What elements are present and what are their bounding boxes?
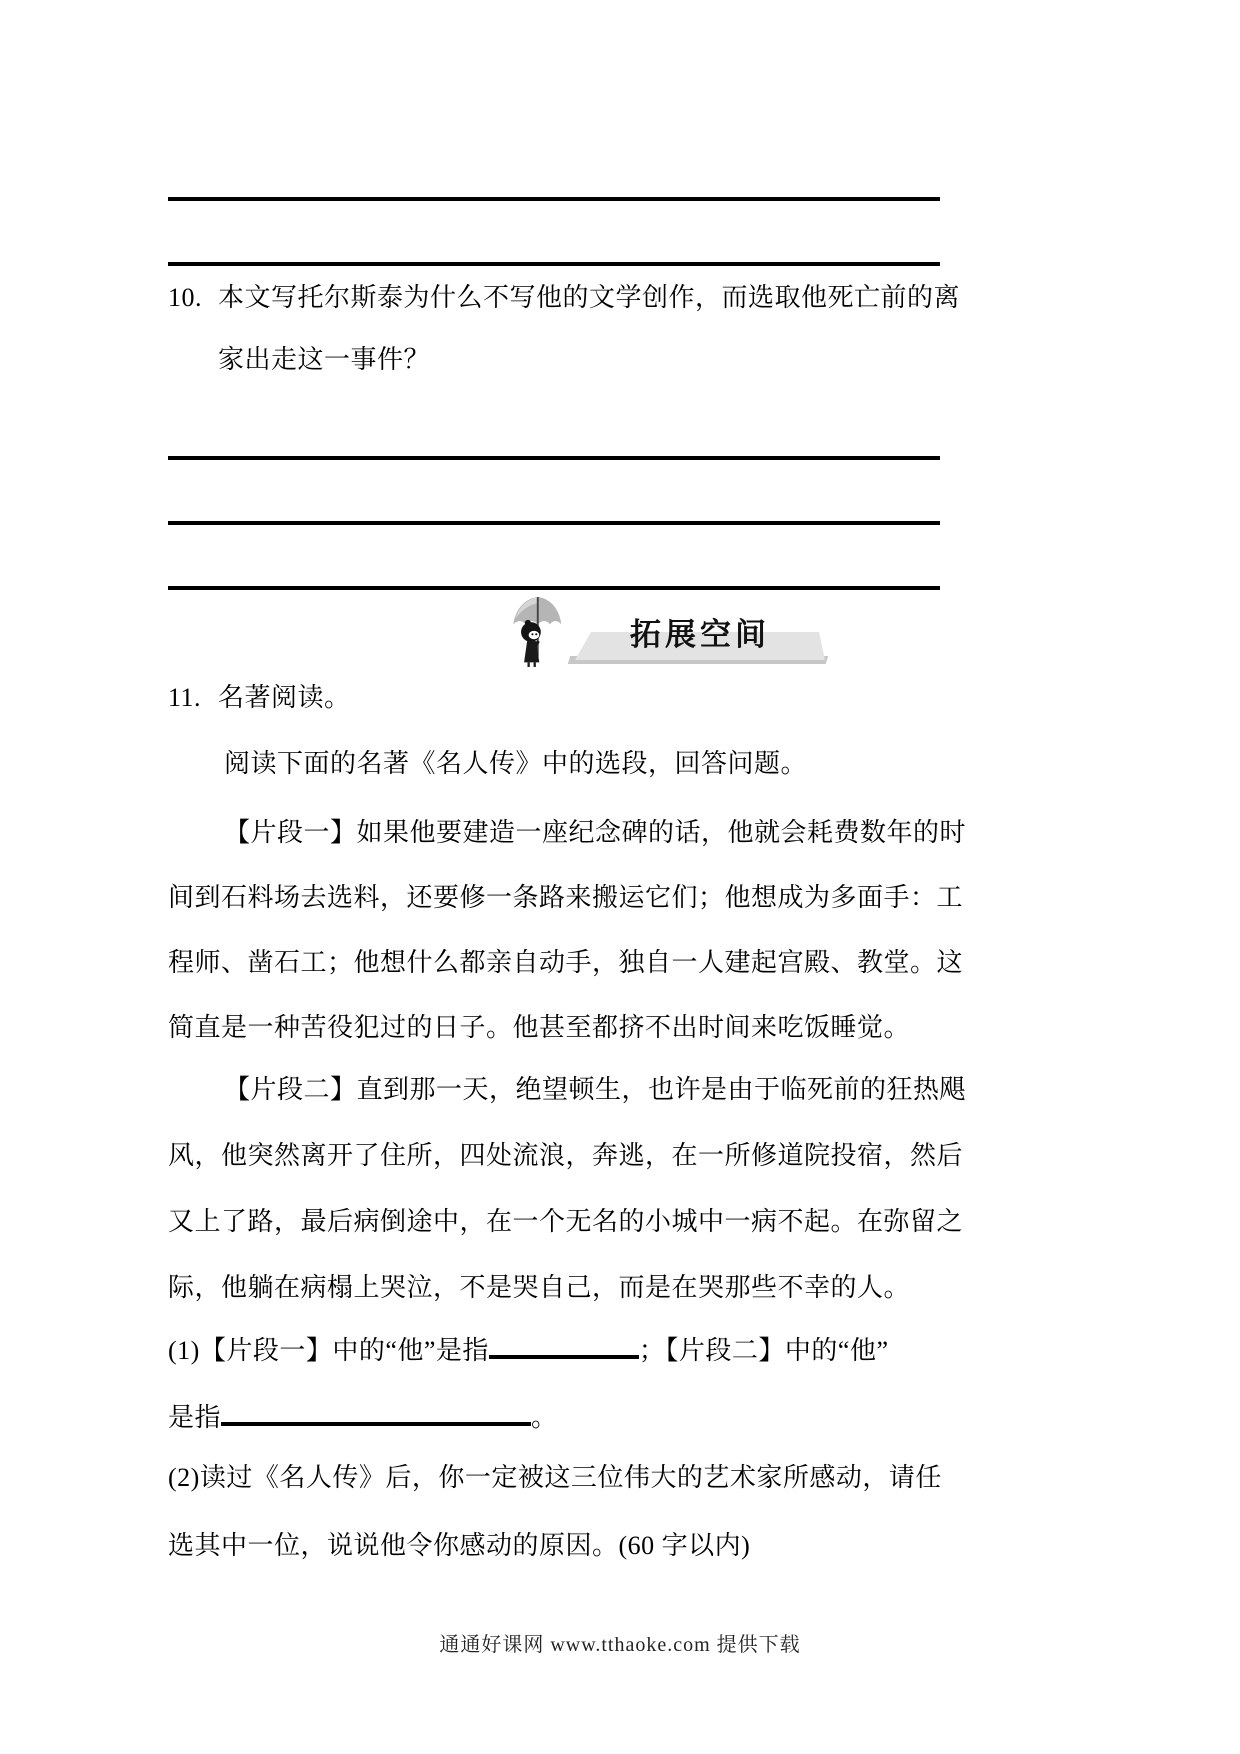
question-10-line bbox=[168, 280, 961, 316]
answer-blank bbox=[221, 1404, 531, 1426]
question-10-text: 本文写托尔斯泰为什么不写他的文学创作，而选取他死亡前的离 bbox=[218, 283, 961, 312]
answer-line bbox=[168, 456, 940, 460]
footer-credit: 通通好课网 www.tthaoke.com 提供下载 bbox=[439, 1634, 801, 1656]
banner-band bbox=[575, 594, 825, 666]
passage-2-line: 际，他躺在病榻上哭泣，不是哭自己，而是在哭那些不幸的人。 bbox=[168, 1273, 911, 1302]
passage-1-line: 间到石料场去选料，还要修一条路来搬运它们；他想成为多面手：工 bbox=[168, 883, 964, 912]
answer-line bbox=[168, 262, 940, 266]
question-11-number: 11. bbox=[168, 683, 202, 712]
sub-question-1-text: 是指 bbox=[168, 1403, 222, 1432]
section-banner bbox=[505, 594, 835, 670]
question-10-number: 10. bbox=[168, 283, 202, 312]
sub-question-2-line: 选其中一位，说说他令你感动的原因。(60 字以内) bbox=[168, 1531, 751, 1560]
passage-2-line: 风，他突然离开了住所，四处流浪，奔逃，在一所修道院投宿，然后 bbox=[168, 1141, 964, 1170]
banner-title: 拓展空间 bbox=[630, 617, 770, 652]
passage-2-line: 【片段二】直到那一天，绝望顿生，也许是由于临死前的狂热飓 bbox=[224, 1075, 967, 1104]
passage-1-line: 【片段一】如果他要建造一座纪念碑的话，他就会耗费数年的时 bbox=[224, 818, 967, 847]
sub-question-1-line bbox=[168, 1400, 958, 1436]
answer-line bbox=[168, 521, 940, 525]
sub-question-1-line bbox=[168, 1333, 958, 1369]
passage-1-line: 程师、凿石工；他想什么都亲自动手，独自一人建起宫殿、教堂。这 bbox=[168, 948, 964, 977]
answer-line bbox=[168, 197, 940, 201]
sub-question-1-text: (1)【片段一】中的“他”是指 bbox=[168, 1336, 489, 1365]
passage-1-line: 简直是一种苦役犯过的日子。他甚至都挤不出时间来吃饭睡觉。 bbox=[168, 1013, 911, 1042]
answer-line bbox=[168, 586, 940, 590]
question-11-line bbox=[168, 680, 958, 716]
sub-question-1-text: ；【片段二】中的“他” bbox=[638, 1336, 889, 1365]
passage-2-line: 又上了路，最后病倒途中，在一个无名的小城中一病不起。在弥留之 bbox=[168, 1207, 964, 1236]
sub-question-2-line: (2)读过《名人传》后，你一定被这三位伟大的艺术家所感动，请任 bbox=[168, 1463, 942, 1492]
umbrella-kid-icon bbox=[505, 594, 569, 670]
sub-question-1-text: 。 bbox=[531, 1403, 558, 1432]
answer-blank bbox=[489, 1337, 639, 1359]
question-11-intro: 阅读下面的名著《名人传》中的选段，回答问题。 bbox=[224, 749, 808, 778]
question-11-label: 名著阅读。 bbox=[218, 683, 351, 712]
question-10-line: 家出走这一事件？ bbox=[218, 345, 431, 374]
